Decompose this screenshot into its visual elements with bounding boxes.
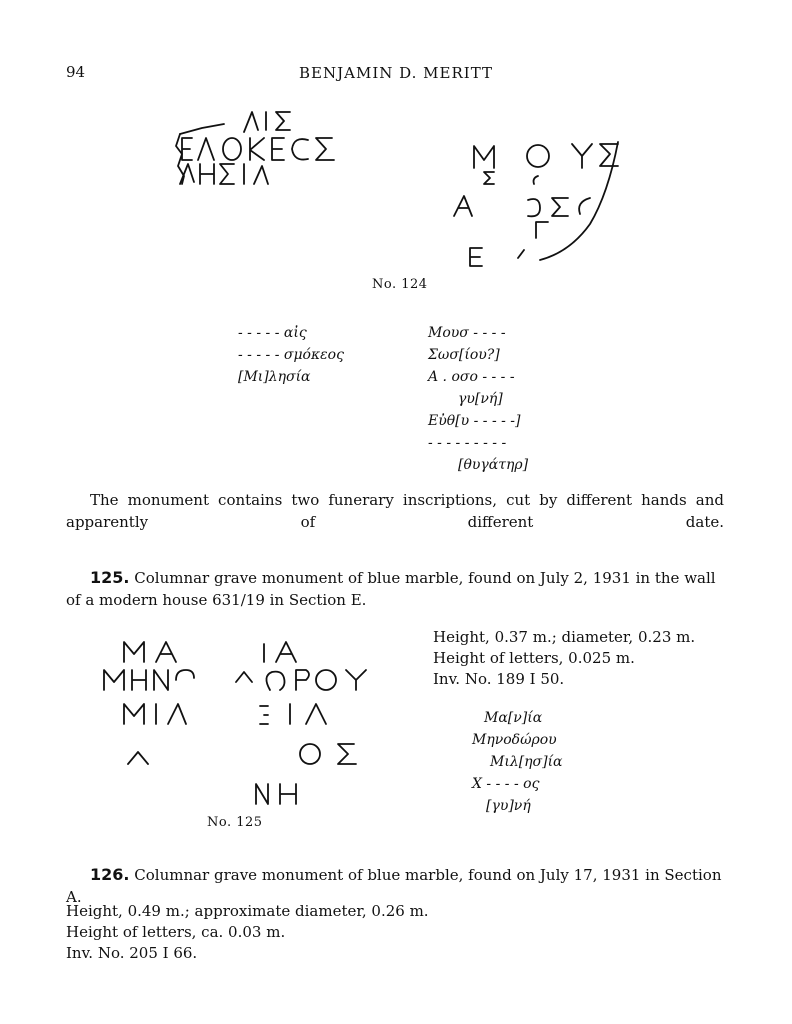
running-title: BENJAMIN D. MERITT xyxy=(299,64,493,82)
transcription-line: Μιλ[ησ]ία xyxy=(490,754,563,770)
transcription-line: [θυγάτηρ] xyxy=(458,457,529,473)
dimension-line: Inv. No. 189 I 50. xyxy=(433,670,565,688)
transcription-line: γυ[νή] xyxy=(458,391,503,407)
transcription-line: Μουσ - - - - xyxy=(428,325,506,341)
transcription-line: - - - - - - - - - xyxy=(428,435,507,451)
entry-number-125: 125. xyxy=(90,568,130,587)
entry-number-126: 126. xyxy=(90,865,130,884)
facsimile-124-left xyxy=(172,104,352,188)
figure-caption-124: No. 124 xyxy=(372,277,428,292)
transcription-line: Μηνοδώρου xyxy=(472,732,557,748)
transcription-124-left xyxy=(238,322,344,388)
paragraph-124-text: The monument contains two funerary inscriptions, cut by different hands and apparently of different date. xyxy=(66,491,724,531)
transcription-line: Σωσ[ίου?] xyxy=(428,347,500,363)
entry-126-text: Columnar grave monument of blue marble, found on July 17, 1931 in Section A. xyxy=(66,866,722,906)
transcription-line: [γυ]νή xyxy=(486,798,531,814)
entry-125-text: Columnar grave monument of blue marble, found on July 2, 1931 in the wall of a modern house 631/19 in Section E. xyxy=(66,569,716,609)
page-number: 94 xyxy=(66,63,86,81)
facsimile-124-right xyxy=(440,134,630,274)
transcription-line: Εὐθ[υ - - - - -] xyxy=(428,413,521,429)
transcription-line: Μα[ν]ία xyxy=(484,710,543,726)
transcription-line: - - - - - σμόκεος xyxy=(238,347,344,363)
transcription-line: - - - - - αἰς xyxy=(238,325,307,341)
fragment-edge-top xyxy=(180,124,224,134)
dimension-line: Inv. No. 205 I 66. xyxy=(66,944,198,962)
transcription-line: [Μι]λησία xyxy=(238,369,311,385)
dimensions-126 xyxy=(66,901,429,964)
transcription-125 xyxy=(472,707,563,817)
figure-caption-125: No. 125 xyxy=(207,815,263,830)
dimension-line: Height of letters, 0.025 m. xyxy=(433,649,635,667)
transcription-124-right xyxy=(428,322,528,476)
transcription-line: Α . οσο - - - - xyxy=(428,369,515,385)
facsimile-125 xyxy=(100,632,380,812)
dimension-line: Height, 0.37 m.; diameter, 0.23 m. xyxy=(433,628,696,646)
transcription-line: Χ - - - - ος xyxy=(472,776,540,792)
paragraph-124 xyxy=(66,489,724,533)
dimension-line: Height, 0.49 m.; approximate diameter, 0.26 m. xyxy=(66,902,429,920)
entry-125-description xyxy=(66,567,724,611)
dimension-line: Height of letters, ca. 0.03 m. xyxy=(66,923,286,941)
dimensions-125 xyxy=(433,627,695,690)
